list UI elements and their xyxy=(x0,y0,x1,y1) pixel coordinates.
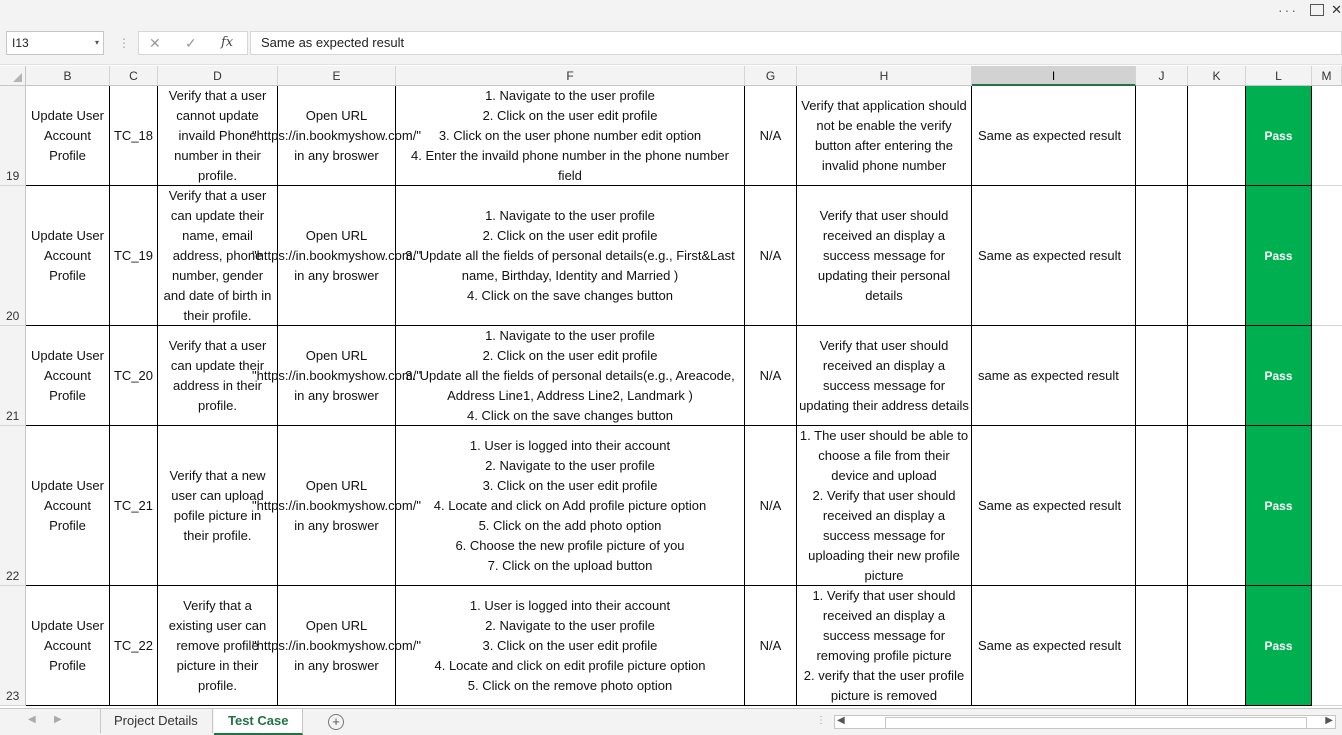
cell-d-description[interactable]: Verify that a existing user can remove profile picture in their profile. xyxy=(158,586,278,706)
cell-j[interactable] xyxy=(1136,586,1188,706)
select-all-corner[interactable] xyxy=(0,66,26,86)
cell-h-expected[interactable]: 1. The user should be able to choose a file from their device and upload 2. Verify that user should received an display a success message for uploading their new profile picture xyxy=(797,426,972,586)
row-number: 23 xyxy=(6,689,20,703)
cell-m[interactable] xyxy=(1312,586,1342,706)
cell-j[interactable] xyxy=(1136,186,1188,326)
cell-c-tc-id[interactable]: TC_21 xyxy=(110,426,158,586)
row-header[interactable] xyxy=(0,426,26,586)
cell-e-precondition[interactable]: Open URL "https://in.bookmyshow.com/" in any broswer xyxy=(278,86,396,186)
sheet-tab-bar xyxy=(0,708,1342,735)
cell-g-test-data[interactable]: N/A xyxy=(745,326,797,426)
cell-b-module[interactable]: Update User Account Profile xyxy=(26,586,110,706)
name-box-value: I13 xyxy=(12,36,29,50)
cell-g-test-data[interactable]: N/A xyxy=(745,186,797,326)
column-header-c[interactable]: C xyxy=(110,66,158,86)
cell-f-steps[interactable]: 1. Navigate to the user profile 2. Click on the user edit profile 3. Update all the fields of personal details(e.g., Areacode, Address Line1, Address Line2, Landmark ) 4. Click on the save changes button xyxy=(396,326,745,426)
cell-h-expected[interactable]: Verify that user should received an display a success message for updating their personal details xyxy=(797,186,972,326)
cell-d-description[interactable]: Verify that a user can update their name, email address, phone number, gender and date of birth in their profile. xyxy=(158,186,278,326)
row-number: 22 xyxy=(6,569,20,583)
cell-l-status[interactable]: Pass xyxy=(1246,426,1312,586)
row-header[interactable] xyxy=(0,326,26,426)
sheet-tab-test-case[interactable]: Test Case xyxy=(214,709,303,735)
cell-m[interactable] xyxy=(1312,426,1342,586)
window-topbar xyxy=(0,0,1342,24)
cell-b-module[interactable]: Update User Account Profile xyxy=(26,426,110,586)
cell-g-test-data[interactable]: N/A xyxy=(745,426,797,586)
sheet-tab-project-details[interactable]: Project Details xyxy=(100,709,213,733)
cell-i-actual[interactable]: Same as expected result xyxy=(972,86,1136,186)
cell-k[interactable] xyxy=(1188,326,1246,426)
row-number: 19 xyxy=(6,169,20,183)
cell-h-expected[interactable]: Verify that application should not be enable the verify button after entering the invalid phone number xyxy=(797,86,972,186)
cell-i-actual[interactable]: Same as expected result xyxy=(972,586,1136,706)
next-sheet-icon[interactable]: ▶ xyxy=(54,714,62,725)
cell-l-status[interactable]: Pass xyxy=(1246,186,1312,326)
cell-m[interactable] xyxy=(1312,186,1342,326)
cell-d-description[interactable]: Verify that a user cannot update invaild Phone number in their profile. xyxy=(158,86,278,186)
cell-f-steps[interactable]: 1. Navigate to the user profile 2. Click on the user edit profile 3. Update all the fields of personal details(e.g., First&Last name, Birthday, Identity and Married ) 4. Click on the save changes button xyxy=(396,186,745,326)
prev-sheet-icon[interactable]: ◀ xyxy=(28,714,36,725)
restore-icon[interactable] xyxy=(1310,4,1324,16)
column-header-g[interactable]: G xyxy=(745,66,797,86)
row-number: 20 xyxy=(6,309,20,323)
more-options-icon[interactable]: ··· xyxy=(1278,2,1298,18)
cell-i-actual[interactable]: Same as expected result xyxy=(972,426,1136,586)
fx-icon[interactable]: fx xyxy=(221,35,234,50)
cell-d-description[interactable]: Verify that a new user can upload pofile picture in their profile. xyxy=(158,426,278,586)
cell-c-tc-id[interactable]: TC_20 xyxy=(110,326,158,426)
column-header-i[interactable]: I xyxy=(972,66,1136,86)
horizontal-scrollbar[interactable] xyxy=(834,715,1336,729)
cell-k[interactable] xyxy=(1188,186,1246,326)
cell-m[interactable] xyxy=(1312,86,1342,186)
cell-j[interactable] xyxy=(1136,426,1188,586)
cell-c-tc-id[interactable]: TC_22 xyxy=(110,586,158,706)
add-sheet-icon[interactable]: + xyxy=(328,714,344,730)
name-box[interactable] xyxy=(6,31,104,55)
formula-input[interactable]: Same as expected result xyxy=(250,31,1342,55)
column-header-f[interactable]: F xyxy=(396,66,745,86)
cell-g-test-data[interactable]: N/A xyxy=(745,86,797,186)
cell-c-tc-id[interactable]: TC_19 xyxy=(110,186,158,326)
close-icon[interactable]: ✕ xyxy=(1331,2,1342,17)
cell-l-status[interactable]: Pass xyxy=(1246,586,1312,706)
cancel-icon[interactable]: ✕ xyxy=(149,35,161,51)
cell-e-precondition[interactable]: Open URL "https://in.bookmyshow.com/" in any broswer xyxy=(278,586,396,706)
cell-j[interactable] xyxy=(1136,86,1188,186)
row-header[interactable] xyxy=(0,86,26,186)
cell-j[interactable] xyxy=(1136,326,1188,426)
column-header-k[interactable]: K xyxy=(1188,66,1246,86)
cell-e-precondition[interactable]: Open URL "https://in.bookmyshow.com/" in any broswer xyxy=(278,426,396,586)
scrollbar-thumb[interactable] xyxy=(885,717,1307,729)
cell-h-expected[interactable]: Verify that user should received an display a success message for updating their address details xyxy=(797,326,972,426)
column-header-j[interactable]: J xyxy=(1136,66,1188,86)
row-header[interactable] xyxy=(0,586,26,706)
enter-icon[interactable]: ✓ xyxy=(185,35,197,51)
column-header-d[interactable]: D xyxy=(158,66,278,86)
row-number: 21 xyxy=(6,409,20,423)
cell-i-actual[interactable]: Same as expected result xyxy=(972,186,1136,326)
cell-k[interactable] xyxy=(1188,86,1246,186)
column-header-h[interactable]: H xyxy=(797,66,972,86)
cell-f-steps[interactable]: 1. User is logged into their account 2. Navigate to the user profile 3. Click on the user edit profile 4. Locate and click on edit profile picture option 5. Click on the remove photo option xyxy=(396,586,745,706)
scroll-right-icon[interactable]: ▶ xyxy=(1325,715,1333,726)
cell-l-status[interactable]: Pass xyxy=(1246,326,1312,426)
cell-h-expected[interactable]: 1. Verify that user should received an display a success message for removing profile picture 2. verify that the user profile picture is removed xyxy=(797,586,972,706)
cell-d-description[interactable]: Verify that a user can update their address in their profile. xyxy=(158,326,278,426)
cell-b-module[interactable]: Update User Account Profile xyxy=(26,86,110,186)
cell-b-module[interactable]: Update User Account Profile xyxy=(26,186,110,326)
row-header[interactable] xyxy=(0,186,26,326)
cell-b-module[interactable]: Update User Account Profile xyxy=(26,326,110,426)
scroll-left-icon[interactable]: ◀ xyxy=(837,715,845,726)
scrollbar-separator-icon[interactable]: ⋮ xyxy=(816,715,826,726)
formula-bar xyxy=(0,24,1342,65)
cell-m[interactable] xyxy=(1312,326,1342,426)
column-header-m[interactable]: M xyxy=(1312,66,1342,86)
cell-k[interactable] xyxy=(1188,426,1246,586)
cell-l-status[interactable]: Pass xyxy=(1246,86,1312,186)
formula-bar-separator-icon[interactable]: ⋮ xyxy=(118,36,130,50)
cell-k[interactable] xyxy=(1188,586,1246,706)
cell-e-precondition[interactable]: Open URL "https://in.bookmyshow.com/" in any broswer xyxy=(278,326,396,426)
cell-i-actual[interactable]: same as expected result xyxy=(972,326,1136,426)
cell-c-tc-id[interactable]: TC_18 xyxy=(110,86,158,186)
column-header-b[interactable]: B xyxy=(26,66,110,86)
cell-g-test-data[interactable]: N/A xyxy=(745,586,797,706)
column-header-e[interactable]: E xyxy=(278,66,396,86)
cell-e-precondition[interactable]: Open URL "https://in.bookmyshow.com/" in any broswer xyxy=(278,186,396,326)
column-header-l[interactable]: L xyxy=(1246,66,1312,86)
cell-f-steps[interactable]: 1. User is logged into their account 2. Navigate to the user profile 3. Click on the user edit profile 4. Locate and click on Add profile picture option 5. Click on the add photo option 6. Choose the new profile picture of you 7. Click on the upload button xyxy=(396,426,745,586)
chevron-down-icon[interactable]: ▾ xyxy=(94,38,99,47)
formula-controls xyxy=(138,31,248,55)
cell-f-steps[interactable]: 1. Navigate to the user profile 2. Click on the user edit profile 3. Click on the user phone number edit option 4. Enter the invaild phone number in the phone number field xyxy=(396,86,745,186)
